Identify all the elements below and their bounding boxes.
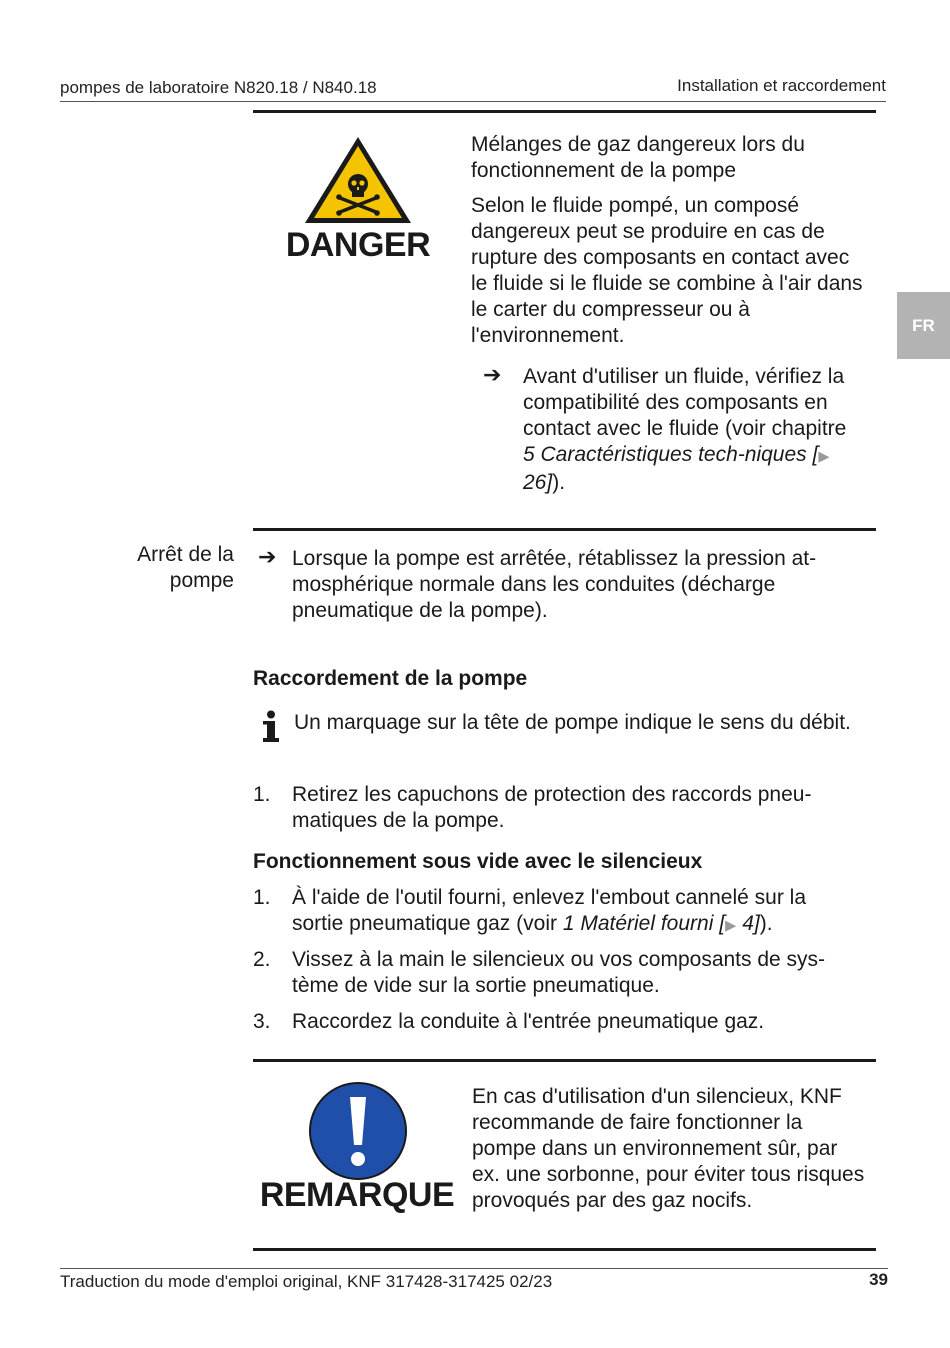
vacuum-step3-text: Raccordez la conduite à l'entrée pneumatique gaz.: [292, 1010, 765, 1033]
stop-top-rule: [253, 528, 876, 531]
danger-signal-word: DANGER: [285, 226, 431, 264]
vacuum-step1-tail: ).: [759, 912, 773, 935]
vacuum-heading: Fonctionnement sous vide avec le silencieux: [253, 850, 703, 873]
vacuum-step1-link[interactable]: 1 Matériel fourni [: [562, 912, 726, 935]
page-reference-icon: ▶: [725, 918, 737, 934]
danger-action-text: Avant d'utiliser un fluide, vérifiez la compatibilité des composants en contact avec le fluide (voir chapitre: [523, 365, 847, 440]
stop-action-text: Lorsque la pompe est arrêtée, rétablissez la pression at-mosphérique normale dans les conduites (décharge pneumatique de la pompe).: [292, 547, 817, 622]
info-icon: [260, 710, 282, 749]
connection-info-text: Un marquage sur la tête de pompe indique le sens du débit.: [294, 711, 851, 734]
header-section-title: Installation et raccordement: [677, 76, 886, 95]
vacuum-step1: [292, 885, 862, 939]
danger-top-rule: [253, 110, 876, 113]
language-tab: FR: [897, 292, 950, 359]
vacuum-step2-number: 2.: [253, 948, 271, 971]
danger-action-tail: ).: [552, 471, 566, 494]
danger-warning-icon: [302, 134, 414, 231]
connection-step-text: Retirez les capuchons de protection des raccords pneu-matiques de la pompe.: [292, 783, 812, 832]
vacuum-step1-text: À l'aide de l'outil fourni, enlevez l'embout cannelé sur la sortie pneumatique gaz (voir: [292, 886, 806, 935]
vacuum-step1-number: 1.: [253, 886, 271, 909]
notice-top-rule: [253, 1059, 876, 1062]
page-reference-icon: ▶: [818, 449, 830, 465]
stop-margin-label-line2: pompe: [169, 569, 234, 592]
danger-description: Selon le fluide pompé, un composé dangereux peut se produire en cas de rupture des composants en contact avec le fluide si le fluide se combine à l'air dans le carter du compresseur ou à l'environnement.: [471, 194, 863, 347]
notice-text: En cas d'utilisation d'un silencieux, KNF recommande de faire fonctionner la pompe dans un environnement sûr, par ex. une sorbonne, pour éviter tous risques provoqués par des gaz nocifs.: [472, 1085, 865, 1212]
connection-heading: Raccordement de la pompe: [253, 667, 528, 690]
page-number: 39: [869, 1270, 888, 1289]
danger-action-arrow-icon: ➔: [483, 362, 502, 387]
stop-action-arrow-icon: ➔: [258, 544, 277, 569]
danger-text-block: [471, 132, 871, 349]
header-divider: [60, 101, 886, 102]
footer-text: Traduction du mode d'emploi original, KNF 317428-317425 02/23: [60, 1272, 553, 1291]
stop-margin-label-line1: Arrêt de la: [137, 543, 234, 566]
notice-signal-word: REMARQUE: [259, 1176, 455, 1214]
exclamation-icon: [308, 1081, 408, 1186]
footer-divider: [60, 1268, 888, 1269]
danger-action-link-page[interactable]: 26]: [523, 471, 553, 494]
notice-bottom-rule: [253, 1248, 876, 1251]
danger-title: Mélanges de gaz dangereux lors du fonctionnement de la pompe: [471, 133, 805, 182]
stop-margin-label: [100, 542, 234, 594]
header-document-title: pompes de laboratoire N820.18 / N840.18: [60, 78, 377, 97]
connection-step-number: 1.: [253, 783, 271, 806]
vacuum-step2-text: Vissez à la main le silencieux ou vos composants de sys-tème de vide sur la sortie pneumatique.: [292, 948, 826, 997]
vacuum-step3-number: 3.: [253, 1010, 271, 1033]
danger-action-link[interactable]: 5 Caractéristiques tech-niques [: [523, 443, 819, 466]
vacuum-step1-link-page[interactable]: 4]: [742, 912, 760, 935]
danger-action: [523, 364, 863, 496]
